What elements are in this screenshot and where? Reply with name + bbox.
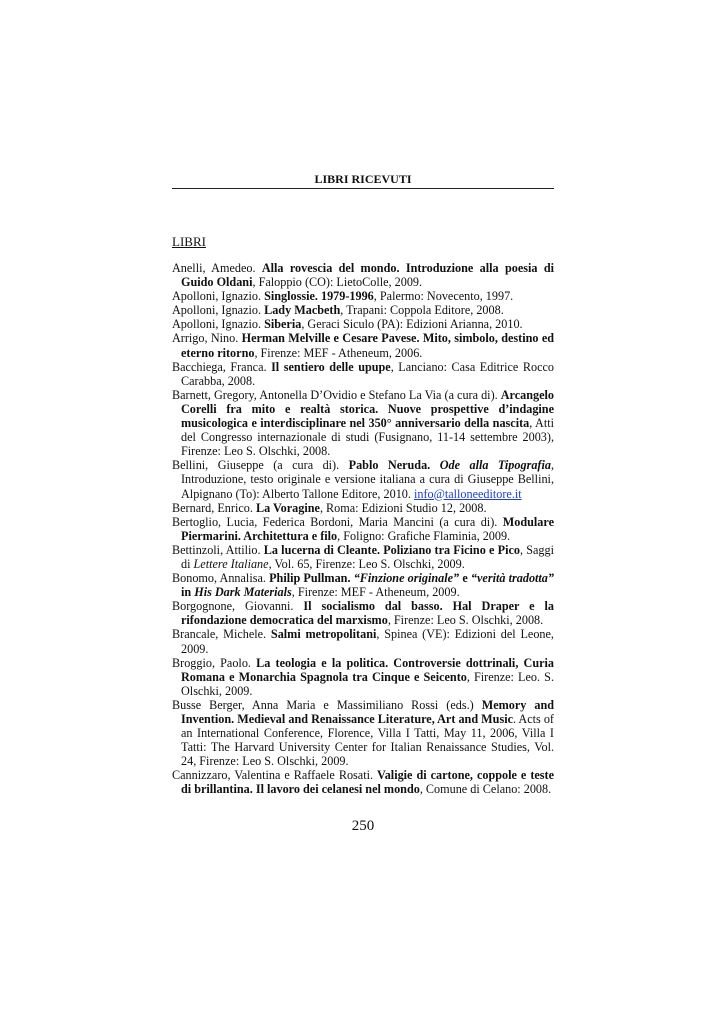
bibliography-entry: Broggio, Paolo. La teologia e la politica. Controversie dottrinali, Curia Romana e Monarchia Spagnola tra Cinque e Seicento, Firenze: Leo. S. Olschki, 2009.	[172, 655, 554, 698]
bibliography-entry: Apolloni, Ignazio. Lady Macbeth, Trapani: Coppola Editore, 2008.	[172, 303, 504, 318]
bibliography-entry: Bettinzoli, Attilio. La lucerna di Cleante. Poliziano tra Ficino e Pico, Saggi di Lettere Italiane, Vol. 65, Firenze: Leo S. Olschki, 2009.	[172, 542, 555, 571]
header-rule	[172, 188, 554, 189]
bibliography-entry: Bacchiega, Franca. Il sentiero delle upupe, Lanciano: Casa Editrice Rocco Carabba, 2008.	[172, 359, 554, 388]
bibliography-entry: Bonomo, Annalisa. Philip Pullman. “Finzione originale” e “verità tradotta” in His Dark Materials, Firenze: MEF - Atheneum, 2009.	[172, 571, 554, 600]
bibliography-entry: Apolloni, Ignazio. Singlossie. 1979-1996, Palermo: Novecento, 1997.	[172, 289, 514, 304]
bibliography-entry: Barnett, Gregory, Antonella D’Ovidio e Stefano La Via (a cura di). Arcangelo Corelli fra mito e realtà storica. Nuove prospettive d’indagine musicologica e interdisciplinare nel 350° anniversario della nascita, Atti del Congresso internazionale di studi (Fusignano, 11-14 settembre 2003), Firenze: Leo S. Olschki, 2008.	[172, 387, 554, 459]
bibliography-entry: Apolloni, Ignazio. Siberia, Geraci Siculo (PA): Edizioni Arianna, 2010.	[172, 317, 523, 332]
bibliography-entry: Anelli, Amedeo. Alla rovescia del mondo. Introduzione alla poesia di Guido Oldani, Faloppio (CO): LietoColle, 2009.	[172, 261, 554, 290]
publisher-email-link[interactable]: info@talloneeditore.it	[413, 486, 522, 501]
running-header: LIBRI RICEVUTI	[314, 172, 412, 186]
bibliography-entry: Cannizzaro, Valentina e Raffaele Rosati. Valigie di cartone, coppole e teste di brillantina. Il lavoro dei celanesi nel mondo, Comune di Celano: 2008.	[172, 768, 554, 797]
bibliography-entry: Brancale, Michele. Salmi metropolitani, Spinea (VE): Edizioni del Leone, 2009.	[172, 627, 554, 656]
page-number: 250	[351, 818, 375, 834]
bibliography-list	[172, 261, 554, 797]
section-title: LIBRI	[172, 234, 206, 249]
bibliography-entry: Bertoglio, Lucia, Federica Bordoni, Maria Mancini (a cura di). Modulare Piermarini. Architettura e filo, Foligno: Grafiche Flaminia, 2009.	[172, 514, 554, 543]
bibliography-entry: Busse Berger, Anna Maria e Massimiliano Rossi (eds.) Memory and Invention. Medieval and Renaissance Literature, Art and Music. Acts of an International Conference, Florence, Villa I Tatti, May 11, 2006, Villa I Tatti: The Harvard University Center for Italian Renaissance Studies, Vol. 24, Firenze: Leo S. Olschki, 2009.	[172, 697, 554, 769]
bibliography-entry: Bernard, Enrico. La Voragine, Roma: Edizioni Studio 12, 2008.	[172, 500, 487, 515]
bibliography-entry: Borgognone, Giovanni. Il socialismo dal basso. Hal Draper e la rifondazione democratica del marxismo, Firenze: Leo S. Olschki, 2008.	[172, 599, 554, 628]
bibliography-entry: Bellini, Giuseppe (a cura di). Pablo Neruda. Ode alla Tipografia, Introduzione, testo originale e versione italiana a cura di Giuseppe Bellini, Alpignano (To): Alberto Tallone Editore, 2010. info@talloneeditore.it	[172, 458, 555, 501]
bibliography-entry: Arrigo, Nino. Herman Melville e Cesare Pavese. Mito, simbolo, destino ed eterno ritorno, Firenze: MEF - Atheneum, 2006.	[172, 331, 555, 360]
